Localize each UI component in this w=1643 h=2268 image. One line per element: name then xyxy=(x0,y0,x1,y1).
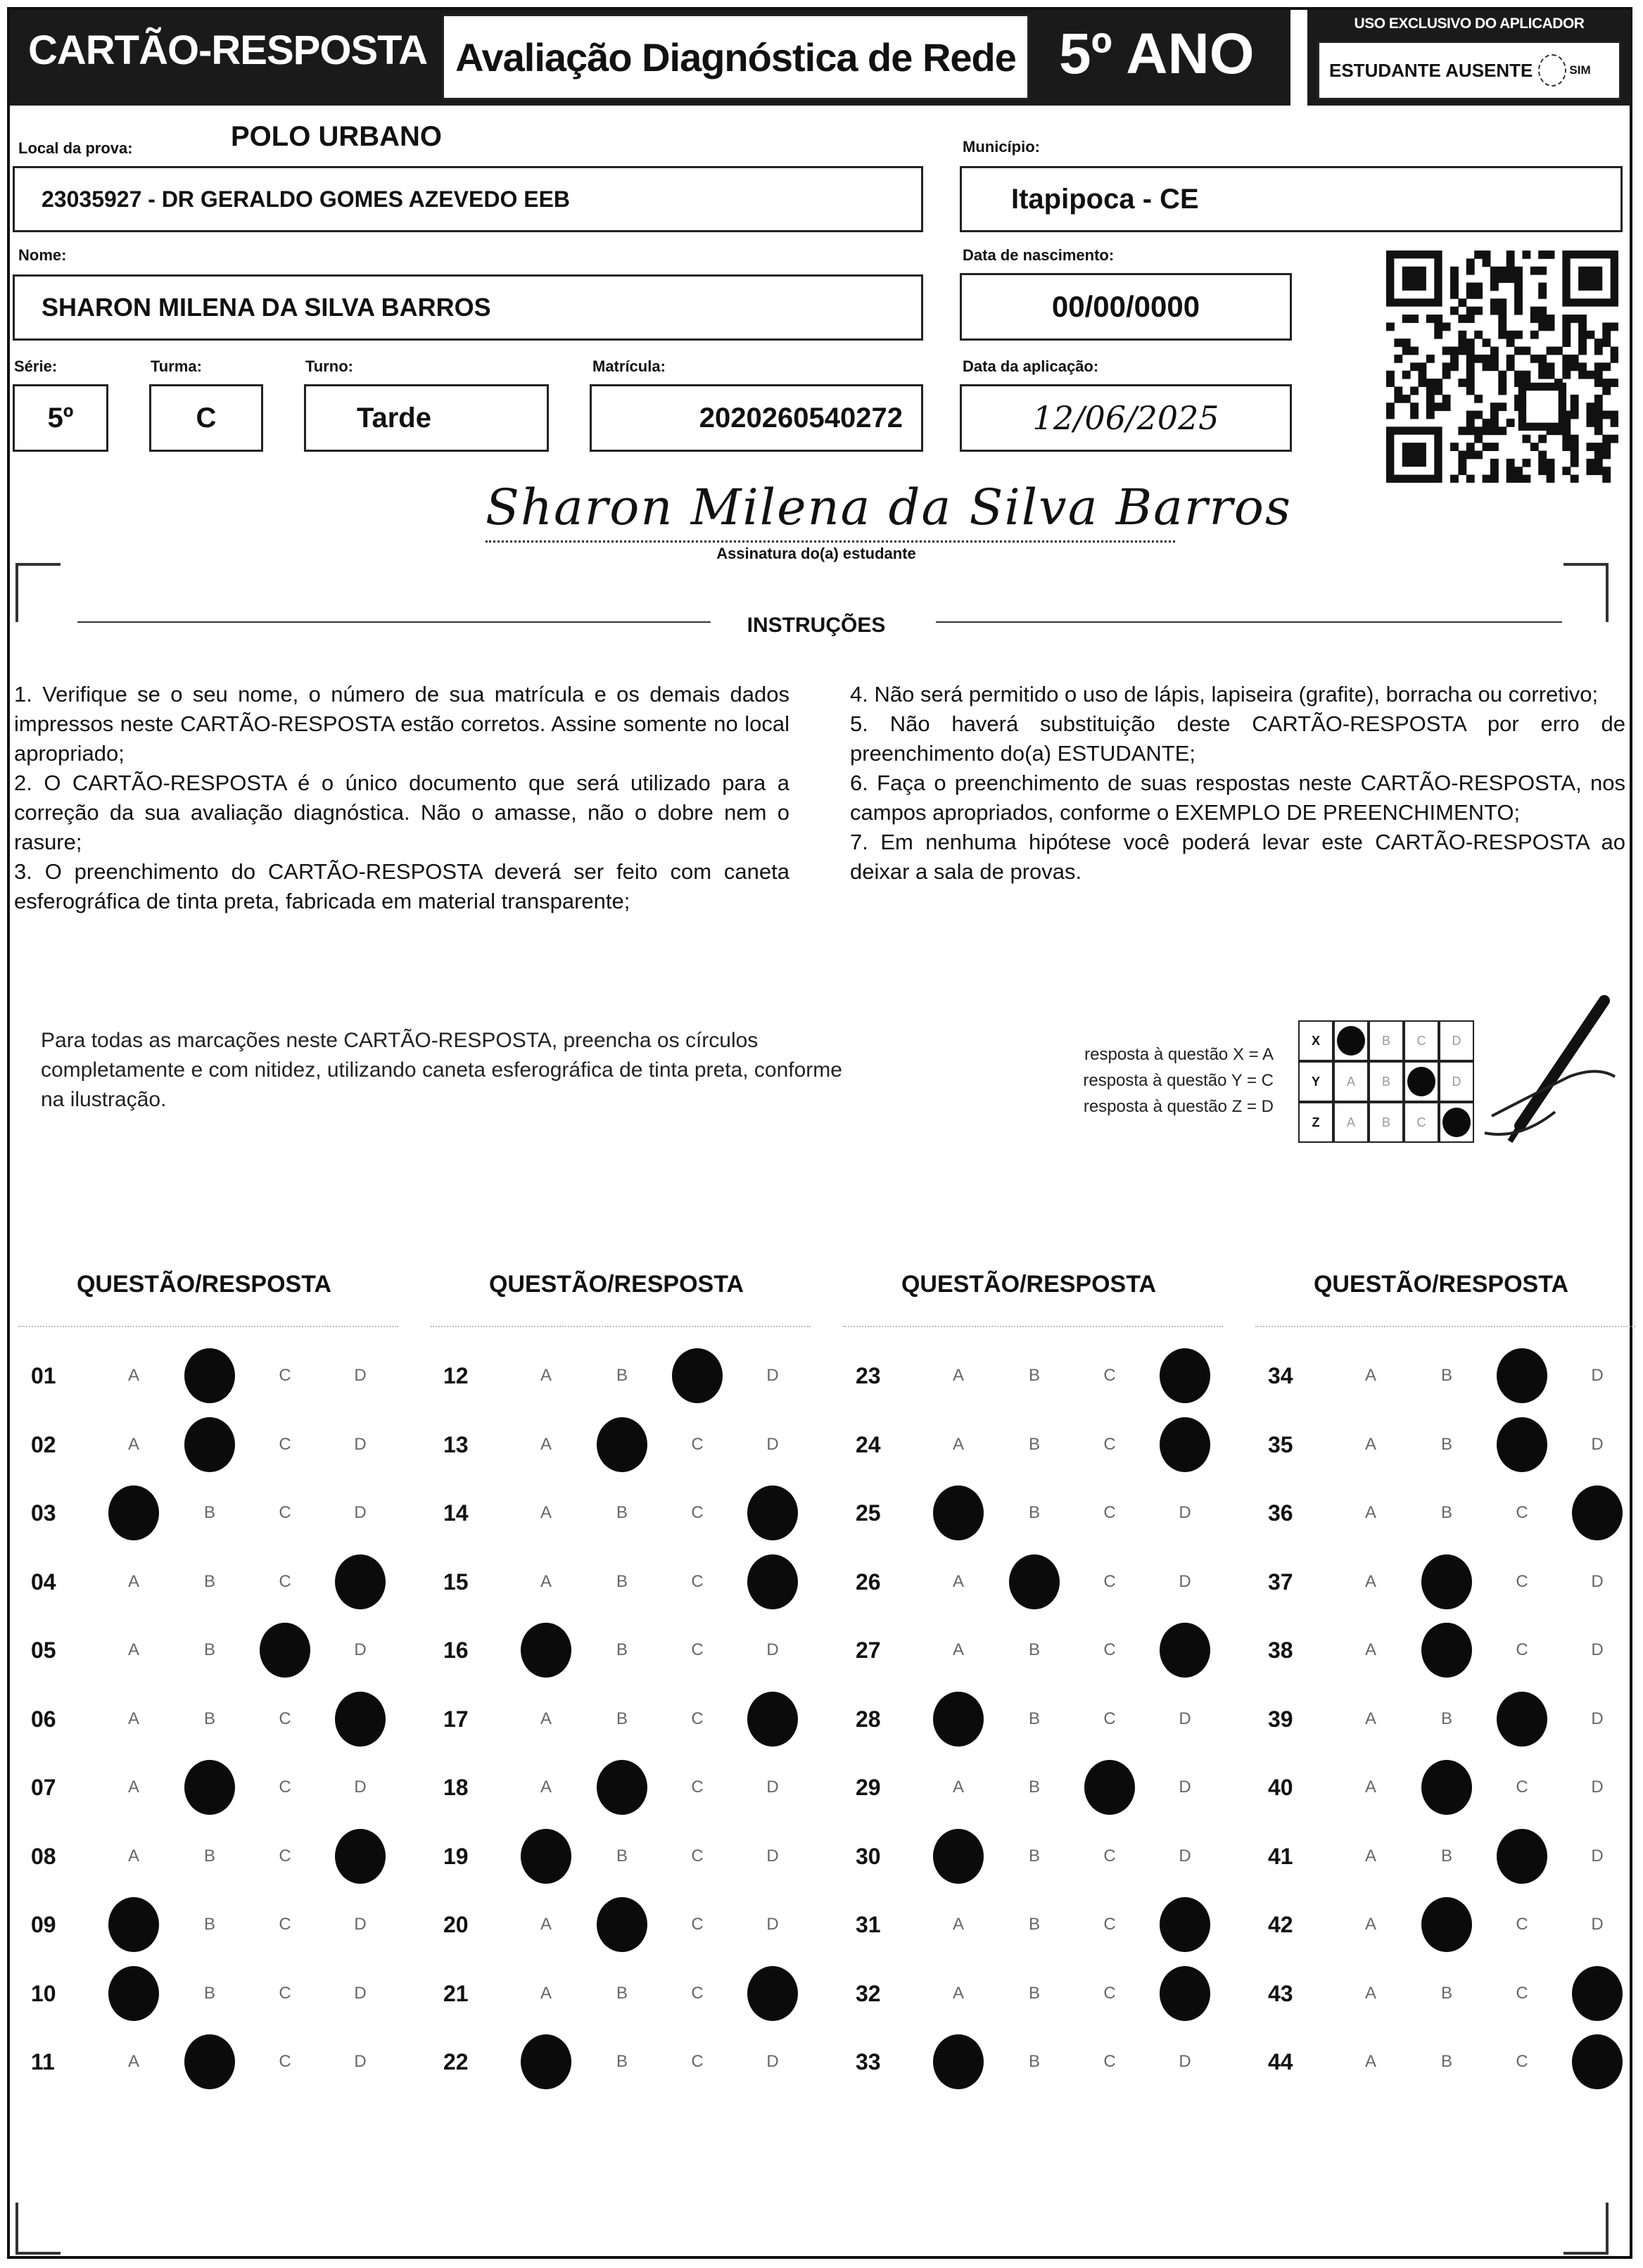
answer-option[interactable]: B xyxy=(203,1640,215,1659)
school-field: 23035927 - DR GERALDO GOMES AZEVEDO EEB xyxy=(13,166,923,232)
filled-answer-bubble[interactable] xyxy=(933,1692,984,1747)
corner-mark xyxy=(15,2203,61,2255)
answer-option[interactable]: B xyxy=(1028,1366,1040,1385)
question-number: 03 xyxy=(31,1500,56,1526)
nascimento-field: 00/00/0000 xyxy=(960,273,1292,341)
answer-option[interactable]: C xyxy=(1103,1503,1116,1522)
answer-option[interactable]: A xyxy=(952,1640,964,1659)
question-number: 26 xyxy=(856,1569,881,1595)
question-number: 12 xyxy=(443,1363,469,1388)
instructions-right xyxy=(850,680,1625,887)
example-option: D xyxy=(1439,1020,1474,1061)
question-number: 25 xyxy=(856,1500,881,1526)
filled-answer-bubble[interactable] xyxy=(672,1348,723,1403)
answer-option[interactable]: C xyxy=(279,1366,291,1385)
filled-answer-bubble[interactable] xyxy=(1160,1417,1210,1472)
question-number: 09 xyxy=(31,1912,56,1937)
serie-label: Série: xyxy=(14,357,58,375)
example-key-line: resposta à questão X = A xyxy=(1084,1045,1274,1064)
answer-option[interactable]: A xyxy=(1364,1983,1376,2003)
turno-field: Tarde xyxy=(304,384,549,452)
example-option: B xyxy=(1369,1102,1404,1143)
filled-answer-bubble[interactable] xyxy=(1421,1623,1472,1678)
answer-option[interactable]: B xyxy=(203,1709,215,1728)
nascimento-label: Data de nascimento: xyxy=(963,246,1115,264)
question-number: 38 xyxy=(1268,1637,1293,1663)
answer-option[interactable]: A xyxy=(1364,1709,1376,1728)
answer-option[interactable]: A xyxy=(1364,1846,1376,1865)
instruction-item: 2. O CARTÃO-RESPOSTA é o único documento que será utilizado para a correção da sua avaliação diagnóstica. Não o amasse, não o dobre nem o rasure; xyxy=(14,771,789,854)
question-number: 44 xyxy=(1268,2049,1293,2074)
answer-option[interactable]: C xyxy=(691,1571,704,1591)
answer-option[interactable]: A xyxy=(127,1366,139,1385)
question-number: 31 xyxy=(856,1912,881,1937)
answer-option[interactable]: B xyxy=(203,1503,215,1522)
turno-label: Turno: xyxy=(305,357,354,375)
answer-option[interactable]: B xyxy=(1440,1709,1452,1728)
grade-year: 5º ANO xyxy=(1059,22,1255,86)
question-number: 08 xyxy=(31,1843,56,1869)
answer-option[interactable]: C xyxy=(279,1571,291,1591)
filled-answer-bubble[interactable] xyxy=(747,1485,798,1540)
answer-option[interactable]: C xyxy=(1103,1640,1116,1659)
example-key-line: resposta à questão Y = C xyxy=(1083,1071,1274,1090)
question-number: 05 xyxy=(31,1637,56,1663)
answer-option[interactable]: A xyxy=(127,1434,139,1454)
filled-answer-bubble[interactable] xyxy=(108,1485,159,1540)
answer-option[interactable]: A xyxy=(540,1503,552,1522)
filled-answer-bubble[interactable] xyxy=(1572,2034,1623,2089)
question-number: 39 xyxy=(1268,1706,1293,1732)
question-number: 02 xyxy=(31,1431,56,1457)
absent-label: ESTUDANTE AUSENTE xyxy=(1329,59,1533,81)
fill-instructions: Para todas as marcações neste CARTÃO-RESPOSTA, preencha os círculos completamente e com nitidez, utilizando caneta esferográfica de tinta preta, conforme na ilustração. xyxy=(41,1029,842,1111)
instructions-rule-left xyxy=(77,621,711,623)
filled-answer-bubble[interactable] xyxy=(521,1829,571,1884)
answer-option[interactable]: C xyxy=(1103,1571,1116,1591)
question-number: 43 xyxy=(1268,1980,1293,2006)
answer-option[interactable]: A xyxy=(952,1983,964,2003)
answer-option[interactable]: B xyxy=(1028,1846,1040,1865)
answer-option[interactable]: C xyxy=(1516,1778,1528,1797)
instruction-item: 4. Não será permitido o uso de lápis, lapiseira (grafite), borracha ou corretivo; xyxy=(850,682,1599,707)
column-separator xyxy=(431,1326,811,1327)
answer-option[interactable]: C xyxy=(1516,1983,1528,2003)
question-number: 20 xyxy=(443,1912,469,1937)
answer-option[interactable]: C xyxy=(279,1778,291,1797)
answer-option[interactable]: B xyxy=(1028,1915,1040,1934)
example-row-label: Z xyxy=(1298,1102,1333,1143)
local-label: Local da prova: xyxy=(18,139,133,157)
answer-option[interactable]: B xyxy=(1440,1846,1452,1865)
answer-option[interactable]: D xyxy=(1179,2052,1191,2071)
filled-answer-bubble[interactable] xyxy=(184,1348,235,1403)
filled-answer-bubble[interactable] xyxy=(335,1692,386,1747)
filled-answer-bubble[interactable] xyxy=(933,1829,984,1884)
answer-option[interactable]: B xyxy=(1028,1503,1040,1522)
answer-option[interactable]: B xyxy=(616,1366,628,1385)
answer-option[interactable]: B xyxy=(616,1571,628,1591)
answer-option[interactable]: A xyxy=(952,1434,964,1454)
filled-answer-bubble[interactable] xyxy=(597,1760,647,1815)
filled-answer-bubble[interactable] xyxy=(1160,1966,1210,2021)
filled-answer-bubble[interactable] xyxy=(597,1417,647,1472)
filled-answer-bubble[interactable] xyxy=(184,2034,235,2089)
answer-option[interactable]: C xyxy=(1516,2052,1528,2071)
answer-option[interactable]: D xyxy=(354,1778,367,1797)
answer-option[interactable]: D xyxy=(1179,1709,1191,1728)
sim-label: SIM xyxy=(1569,63,1591,77)
answer-option[interactable]: B xyxy=(1028,1778,1040,1797)
answer-option[interactable]: B xyxy=(1028,2052,1040,2071)
filled-answer-bubble[interactable] xyxy=(184,1417,235,1472)
corner-mark xyxy=(1563,2203,1609,2255)
answer-option[interactable]: D xyxy=(354,1434,367,1454)
question-number: 15 xyxy=(443,1569,469,1595)
matricula-label: Matrícula: xyxy=(592,357,666,375)
filled-answer-bubble[interactable] xyxy=(747,1966,798,2021)
filled-answer-bubble[interactable] xyxy=(1160,1348,1210,1403)
answer-option[interactable]: D xyxy=(766,1640,779,1659)
question-number: 18 xyxy=(443,1775,469,1800)
answer-option[interactable]: B xyxy=(1440,1366,1452,1385)
answer-option[interactable]: B xyxy=(203,1915,215,1934)
column-separator xyxy=(1255,1326,1635,1327)
example-row-label: X xyxy=(1298,1020,1333,1061)
answer-option[interactable]: B xyxy=(616,1846,628,1865)
filled-answer-bubble[interactable] xyxy=(1160,1897,1210,1952)
answer-option[interactable]: A xyxy=(540,1366,552,1385)
question-number: 13 xyxy=(443,1431,469,1457)
answer-option[interactable]: D xyxy=(1591,1778,1604,1797)
question-number: 07 xyxy=(31,1775,56,1800)
qr-code-icon xyxy=(1386,251,1618,483)
answer-option[interactable]: A xyxy=(540,1983,552,2003)
answer-option[interactable]: A xyxy=(540,1434,552,1454)
answer-option[interactable]: C xyxy=(279,2052,291,2071)
answer-option[interactable]: C xyxy=(1516,1915,1528,1934)
instructions-rule-right xyxy=(936,621,1562,623)
example-option: A xyxy=(1333,1061,1369,1102)
absent-bubble[interactable] xyxy=(1538,54,1566,87)
answer-option[interactable]: C xyxy=(1103,1983,1116,2003)
column-heading: QUESTÃO/RESPOSTA xyxy=(901,1271,1157,1298)
answer-option[interactable]: A xyxy=(1364,1915,1376,1934)
filled-answer-bubble[interactable] xyxy=(1497,1692,1547,1747)
column-heading: QUESTÃO/RESPOSTA xyxy=(76,1271,332,1298)
answer-option[interactable]: B xyxy=(1028,1983,1040,2003)
question-number: 22 xyxy=(443,2049,469,2074)
answer-option[interactable]: A xyxy=(1364,1366,1376,1385)
answer-option[interactable]: C xyxy=(1516,1640,1528,1659)
filled-answer-bubble[interactable] xyxy=(597,1897,647,1952)
answer-option[interactable]: D xyxy=(1591,1640,1604,1659)
answer-option[interactable]: D xyxy=(354,2052,367,2071)
answer-option[interactable]: C xyxy=(279,1983,291,2003)
answer-option[interactable]: D xyxy=(1179,1503,1191,1522)
column-separator xyxy=(843,1326,1223,1327)
answer-option[interactable]: D xyxy=(1179,1846,1191,1865)
example-filled-bubble xyxy=(1407,1067,1435,1096)
question-number: 36 xyxy=(1268,1500,1293,1526)
answer-option[interactable]: D xyxy=(1591,1846,1604,1865)
answer-option[interactable]: C xyxy=(691,1983,704,2003)
answer-option[interactable]: B xyxy=(1028,1434,1040,1454)
question-number: 16 xyxy=(443,1637,469,1663)
answer-option[interactable]: D xyxy=(766,1846,779,1865)
filled-answer-bubble[interactable] xyxy=(1421,1760,1472,1815)
question-number: 40 xyxy=(1268,1775,1293,1800)
answer-option[interactable]: D xyxy=(766,1915,779,1934)
filled-answer-bubble[interactable] xyxy=(1572,1485,1623,1540)
filled-answer-bubble[interactable] xyxy=(1009,1554,1060,1609)
question-number: 11 xyxy=(31,2049,55,2074)
answer-option[interactable]: C xyxy=(1103,1709,1116,1728)
answer-option[interactable]: D xyxy=(766,1434,779,1454)
answer-option[interactable]: D xyxy=(1591,1709,1604,1728)
serie-field: 5º xyxy=(13,384,108,452)
question-number: 27 xyxy=(856,1637,881,1663)
corner-mark xyxy=(1563,563,1609,622)
corner-mark xyxy=(15,563,61,622)
question-number: 14 xyxy=(443,1500,469,1526)
example-option: D xyxy=(1439,1061,1474,1102)
filled-answer-bubble[interactable] xyxy=(184,1760,235,1815)
answer-option[interactable]: C xyxy=(1103,1846,1116,1865)
question-number: 33 xyxy=(856,2049,881,2074)
polo-value: POLO URBANO xyxy=(231,121,442,152)
answer-option[interactable]: C xyxy=(279,1915,291,1934)
answer-option[interactable]: A xyxy=(952,1778,964,1797)
answer-option[interactable]: B xyxy=(1440,1983,1452,2003)
question-number: 24 xyxy=(856,1431,881,1457)
question-number: 01 xyxy=(31,1363,56,1388)
answer-option[interactable]: D xyxy=(354,1366,367,1385)
pen-icon xyxy=(1464,992,1618,1154)
student-signature: Sharon Milena da Silva Barros xyxy=(486,479,1292,536)
answer-option[interactable]: A xyxy=(1364,2052,1376,2071)
example-key-line: resposta à questão Z = D xyxy=(1083,1097,1274,1116)
example-option: B xyxy=(1369,1061,1404,1102)
question-number: 29 xyxy=(856,1775,881,1800)
instruction-item: 3. O preenchimento do CARTÃO-RESPOSTA deverá ser feito com caneta esferográfica de tinta preta, fabricada em material transparente; xyxy=(14,859,789,913)
filled-answer-bubble[interactable] xyxy=(1084,1760,1135,1815)
answer-option[interactable]: D xyxy=(354,1640,367,1659)
answer-option[interactable]: A xyxy=(1364,1571,1376,1591)
aplicacao-field: 12/06/2025 xyxy=(960,384,1292,452)
question-number: 30 xyxy=(856,1843,881,1869)
filled-answer-bubble[interactable] xyxy=(1497,1417,1547,1472)
instruction-item: 5. Não haverá substituição deste CARTÃO-RESPOSTA por erro de preenchimento do(a) ESTUDANTE; xyxy=(850,711,1625,766)
answer-option[interactable]: A xyxy=(127,1709,139,1728)
answer-option[interactable]: A xyxy=(540,1571,552,1591)
question-number: 19 xyxy=(443,1843,469,1869)
instruction-item: 7. Em nenhuma hipótese você poderá levar este CARTÃO-RESPOSTA ao deixar a sala de provas. xyxy=(850,830,1625,884)
answer-option[interactable]: B xyxy=(1440,2052,1452,2071)
answer-option[interactable]: B xyxy=(616,1709,628,1728)
filled-answer-bubble[interactable] xyxy=(521,1623,571,1678)
instruction-item: 6. Faça o preenchimento de suas respostas neste CARTÃO-RESPOSTA, nos campos apropriados, conforme o EXEMPLO DE PREENCHIMENTO; xyxy=(850,771,1625,825)
filled-answer-bubble[interactable] xyxy=(108,1966,159,2021)
filled-answer-bubble[interactable] xyxy=(335,1554,386,1609)
filled-answer-bubble[interactable] xyxy=(747,1692,798,1747)
instruction-item: 1. Verifique se o seu nome, o número de sua matrícula e os demais dados impressos neste CARTÃO-RESPOSTA estão corretos. Assine somente no local apropriado; xyxy=(14,682,789,766)
answer-option[interactable]: C xyxy=(1103,1366,1116,1385)
column-heading: QUESTÃO/RESPOSTA xyxy=(488,1271,744,1298)
municipio-label: Município: xyxy=(963,138,1040,156)
nome-field: SHARON MILENA DA SILVA BARROS xyxy=(13,274,923,341)
question-number: 32 xyxy=(856,1980,881,2006)
question-number: 42 xyxy=(1268,1912,1293,1937)
answer-option[interactable]: D xyxy=(1591,1366,1604,1385)
answer-option[interactable]: B xyxy=(203,1983,215,2003)
answer-option[interactable]: C xyxy=(279,1846,291,1865)
example-option xyxy=(1333,1020,1369,1061)
answer-option[interactable]: A xyxy=(952,1571,964,1591)
answer-option[interactable]: A xyxy=(540,1778,552,1797)
answer-option[interactable]: B xyxy=(1028,1640,1040,1659)
filled-answer-bubble[interactable] xyxy=(108,1897,159,1952)
answer-option[interactable]: C xyxy=(691,1778,704,1797)
filled-answer-bubble[interactable] xyxy=(260,1623,310,1678)
answer-option[interactable]: B xyxy=(203,1571,215,1591)
answer-option[interactable]: D xyxy=(1591,1571,1604,1591)
filled-answer-bubble[interactable] xyxy=(521,2034,571,2089)
filled-answer-bubble[interactable] xyxy=(933,1485,984,1540)
answer-option[interactable]: D xyxy=(354,1983,367,2003)
question-number: 23 xyxy=(856,1363,881,1388)
answer-option[interactable]: D xyxy=(1179,1571,1191,1591)
matricula-field: 2020260540272 xyxy=(590,384,923,452)
answer-option[interactable]: D xyxy=(1591,1434,1604,1454)
question-number: 28 xyxy=(856,1706,881,1732)
example-key xyxy=(1027,1041,1274,1120)
question-number: 21 xyxy=(443,1980,469,2006)
answer-option[interactable]: B xyxy=(616,2052,628,2071)
aplicacao-label: Data da aplicação: xyxy=(963,357,1099,375)
answer-option[interactable]: C xyxy=(279,1709,291,1728)
answer-option[interactable]: B xyxy=(616,1983,628,2003)
example-row-label: Y xyxy=(1298,1061,1333,1102)
answer-option[interactable]: C xyxy=(691,1915,704,1934)
instructions-title: INSTRUÇÕES xyxy=(747,614,886,637)
example-option: C xyxy=(1404,1102,1439,1143)
answer-option[interactable]: C xyxy=(1103,1434,1116,1454)
example-option: C xyxy=(1404,1020,1439,1061)
answer-option[interactable]: A xyxy=(127,1846,139,1865)
filled-answer-bubble[interactable] xyxy=(335,1829,386,1884)
answer-option[interactable]: A xyxy=(1364,1778,1376,1797)
answer-option[interactable]: C xyxy=(691,1709,704,1728)
answer-option[interactable]: D xyxy=(766,2052,779,2071)
question-number: 04 xyxy=(31,1569,56,1595)
answer-option[interactable]: B xyxy=(1440,1503,1452,1522)
example-option: B xyxy=(1369,1020,1404,1061)
answer-option[interactable]: C xyxy=(279,1434,291,1454)
signature-line xyxy=(486,540,1175,543)
answer-option[interactable]: A xyxy=(952,1366,964,1385)
answer-option[interactable]: C xyxy=(691,2052,704,2071)
answer-option[interactable]: D xyxy=(1179,1778,1191,1797)
nome-label: Nome: xyxy=(18,246,67,264)
question-number: 17 xyxy=(443,1706,469,1732)
card-label: CARTÃO-RESPOSTA xyxy=(28,27,428,73)
exam-title: Avaliação Diagnóstica de Rede xyxy=(442,14,1029,100)
question-number: 34 xyxy=(1268,1363,1293,1388)
example-option: A xyxy=(1333,1102,1369,1143)
answer-option[interactable]: D xyxy=(354,1503,367,1522)
answer-option[interactable]: A xyxy=(1364,1503,1376,1522)
applicator-title: USO EXCLUSIVO DO APLICADOR xyxy=(1354,15,1585,32)
signature-caption: Assinatura do(a) estudante xyxy=(716,545,916,562)
column-separator xyxy=(18,1326,398,1327)
answer-option[interactable]: C xyxy=(1516,1503,1528,1522)
answer-option[interactable]: A xyxy=(952,1915,964,1934)
question-number: 37 xyxy=(1268,1569,1293,1595)
question-number: 06 xyxy=(31,1706,56,1732)
answer-option[interactable]: A xyxy=(127,1778,139,1797)
answer-option[interactable]: D xyxy=(766,1778,779,1797)
question-number: 10 xyxy=(31,1980,56,2006)
filled-answer-bubble[interactable] xyxy=(1497,1348,1547,1403)
answer-option[interactable]: B xyxy=(616,1640,628,1659)
example-filled-bubble xyxy=(1337,1026,1365,1056)
answer-option[interactable]: B xyxy=(1440,1434,1452,1454)
answer-option[interactable]: C xyxy=(1103,2052,1116,2071)
answer-option[interactable]: C xyxy=(1103,1915,1116,1934)
filled-answer-bubble[interactable] xyxy=(1421,1554,1472,1609)
answer-option[interactable]: A xyxy=(540,1709,552,1728)
answer-option[interactable]: C xyxy=(691,1503,704,1522)
column-heading: QUESTÃO/RESPOSTA xyxy=(1313,1271,1569,1298)
answer-option[interactable]: A xyxy=(127,1571,139,1591)
answer-option[interactable]: C xyxy=(691,1640,704,1659)
answer-option[interactable]: C xyxy=(1516,1571,1528,1591)
instructions-left xyxy=(14,680,789,916)
answer-option[interactable]: B xyxy=(203,1846,215,1865)
filled-answer-bubble[interactable] xyxy=(747,1554,798,1609)
filled-answer-bubble[interactable] xyxy=(1160,1623,1210,1678)
answer-option[interactable]: C xyxy=(691,1434,704,1454)
question-number: 35 xyxy=(1268,1431,1293,1457)
answer-option[interactable]: A xyxy=(127,2052,139,2071)
absent-field xyxy=(1317,41,1621,100)
filled-answer-bubble[interactable] xyxy=(1497,1829,1547,1884)
filled-answer-bubble[interactable] xyxy=(933,2034,984,2089)
answer-option[interactable]: D xyxy=(1591,1915,1604,1934)
answer-option[interactable]: A xyxy=(540,1915,552,1934)
filled-answer-bubble[interactable] xyxy=(1572,1966,1623,2021)
example-option xyxy=(1404,1061,1439,1102)
filled-answer-bubble[interactable] xyxy=(1421,1897,1472,1952)
answer-option[interactable]: C xyxy=(691,1846,704,1865)
answer-option[interactable]: D xyxy=(354,1915,367,1934)
turma-label: Turma: xyxy=(151,357,202,375)
turma-field: C xyxy=(149,384,263,452)
answer-option[interactable]: D xyxy=(766,1366,779,1385)
answer-option[interactable]: A xyxy=(1364,1434,1376,1454)
municipio-field: Itapipoca - CE xyxy=(960,166,1623,232)
answer-option[interactable]: B xyxy=(1028,1709,1040,1728)
answer-option[interactable]: A xyxy=(127,1640,139,1659)
answer-option[interactable]: B xyxy=(616,1503,628,1522)
question-number: 41 xyxy=(1268,1843,1293,1869)
answer-option[interactable]: C xyxy=(279,1503,291,1522)
answer-option[interactable]: A xyxy=(1364,1640,1376,1659)
